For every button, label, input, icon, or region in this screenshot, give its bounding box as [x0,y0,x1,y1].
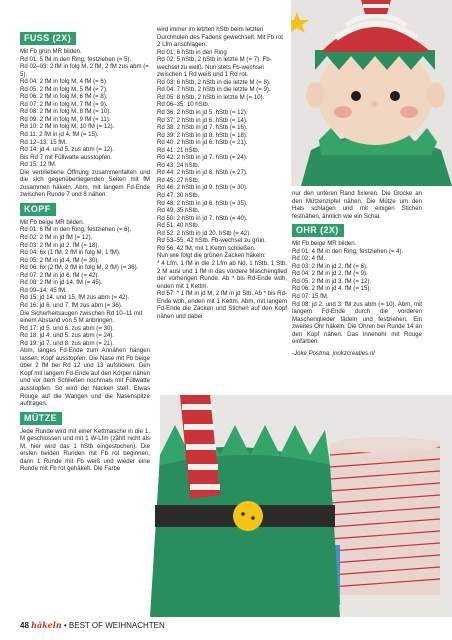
kopf-line: Rd 02: 2 fM in jd fM (= 12). [20,234,93,242]
col2-line: Rd 41: 21 hStb. [157,146,200,154]
fuss-line: Rd 01: 5 fM in den Ring, festziehen (= 5). [20,55,132,63]
col2-line: Rd 38: 2 hStb in jd 7. hStb (= 16). [157,124,248,132]
kopf-line: Rd 04: 6x (1 fM, 2 fM in folg M, 1 fM). [20,249,121,257]
col2-line: Rd 57: * 1 fM in jd M, 2 fM in jd Stb. Ab * bis Rd-Ende wdh, enden mit 1 Kettm. Abm, mit langem Fd-Ende die Zacken und Stichen auf den Kopf nähen und dabei [157,290,287,320]
issue-title: • BEST OF WEIHNACHTEN [63,621,165,630]
col2-line: Rd 37: 2 hStb in jd 6. hStb (= 14). [157,116,248,124]
col2-line: Rd 53–55: 42 hStb. Fb-wechsel zu grün. [157,237,267,245]
ohr-line: Rd 08: jd 2. und 3. fM zus abm (= 10). Abm, mit langem Fd-Ende durch die vorderen Maschenglieder fädeln und festziehen. Ein zweites Ohr häkeln. Die Ohren bei Runde 14 an den Kopf nähen. Das Innenohr mit Rouge einfärben. [292,300,422,346]
fuss-line: Rd 14: jd 4. und 5. zus abm (= 12). [20,146,114,154]
col2-line: Rd 52: 2 hStb in jd 20. hStb (= 42). [157,229,252,237]
ohr-line: Rd 07: 15 fM. [292,293,329,301]
fuss-line: Rd 09: 2 fM in folg M, 9 fM (= 11). [20,115,111,123]
kopf-line: Rd 17: jd 5. und 6. zus abm (= 30). [20,324,114,332]
muetze-instructions [20,428,150,473]
kopf-line: Rd 03: 2 fM in jd 2. fM (= 18). [20,241,100,249]
fuss-line: Die verbliebene Öffnung zusammenfalten und die sich gegenüberliegenden Seiten mit fM zusammen häkeln. Abm, mit langem Fd-Ende zwischen Runde 7 und 8 nähen. [20,168,150,199]
col2-line: Rd 51: 40 hStb. [157,222,200,230]
column-left [20,32,150,473]
col2-line: Rd 49: 35 hStb. [157,207,200,215]
fuss-line: Rd 05: 2 fM in folg M, 5 fM (= 7). [20,85,108,93]
col2-line: Rd 06–35: 10 hStb. [157,101,210,109]
kopf-line: Rd 19: jd 7. und 8. zus abm (= 21). [20,339,114,347]
kopf-line: Rd 07: 2 fM in jd 6. fM (= 42). [20,271,100,279]
muetze-line: Jede Runde wird mit einer Kettmasche in die 1. M geschlossen und mit 1 W-Lfm (zählt nicht als M, hier wird das 1 hStb eingestochen). Die ersten beiden Runden mit Fb rot beginnen, dann 1 Runde mit Fb weiß und wieder eine Runde mit Fb rot gehäkelt. Die Farbe [20,427,150,473]
kopf-line: Mit Fb beige MR bilden. [20,218,85,226]
kopf-line: Abm, langes Fd-Ende zum Annähen hängen lassen. Kopf ausstopfen. Die Nase mit Fb beige über 2 fM bei Rd 12 und 13 aufsticken. Den Kopf mit langem Fd-Ende auf den Körper nähen und vor dem Schließen nochmals mit Füllwatte ausstopfen. So wird der Nacken steif. Etwas Rouge auf die Wangen und die Nasenspitze auftragen. [20,347,150,408]
col2-line: * 4 Lfm, 1 fM in die 2 Lfm ab Nd, 1 hStb, 1 Stb, 2 M ausl und 1 fM in das vordere Maschenglied der vorherigen Runde. Ab * bis Rd-Ende wdh, enden mit 1 Kettm. [157,259,287,290]
ohr-line: Rd 04: 2 fM in jd 2. fM (= 9). [292,270,368,278]
col3-line: nur den unteren Rand fixieren. Die Glocke an den Mützenzipfel nähen. Die Mütze um den Hals schlagen und mit einigen Stichen festnähen, ähnlich wie ein Schal. [292,190,422,220]
col2-line: Rd 04: 7 hStb, 2 hStb in die letzte M (= 9). [157,86,271,94]
col2-line: Rd 48: 2 hStb in jd 6. hStb (= 35). [157,199,248,207]
magazine-name: häkeln [31,620,62,630]
col2-line: Rd 42: 2 hStb in jd 7. hStb (= 24). [157,154,248,162]
kopf-line: Die Sicherheitsaugen zwischen Rd 10–11 mit einem Abstand von 5 M anbringen. [20,309,143,325]
col2-line: Rd 45: 27 hStb. [157,176,200,184]
kopf-line: Rd 05: 2 fM in jd 4. fM (= 30). [20,256,100,264]
ohr-line: Rd 01: 4 fM in den Ring, festziehen (= 4). [292,247,404,255]
page-number: 48 [20,621,29,630]
fuss-line: Rd 10: 2 fM in folg M, 10 fM (= 12). [20,123,115,131]
column-right [292,190,422,357]
col2-line: Rd 01: 6 hStb in den Ring [157,48,227,56]
kopf-line: Rd 06: 6x (2 fM, 2 fM in folg M, 2 fM) (= 36). [20,264,139,272]
fuss-line: Rd 04: 2 fM in folg M, 4 fM (= 6). [20,78,108,86]
col2-line: Rd 02: 5 hStb, 2 hStb in letzte M (= 7). Fb-wechsel zu weiß. Nun stets Fb-wechsel zwischen 1 Rd weiß und 1 Rd rot. [157,56,272,79]
kopf-instructions [20,219,150,408]
fuss-line: Bis Rd 7 mit Füllwatte ausstopfen. [20,153,113,161]
col2-line: Rd 39: 2 hStb in jd 8. hStb (= 18). [157,131,248,139]
col2-line: Rd 05: 8 hStb, 2 hStb in letzte M (= 10). [157,93,265,101]
section-heading-fuss: FUSS (2X) [20,32,76,45]
column-middle [157,26,287,320]
kopf-line: Rd 01: 6 fM in den Ring, festziehen (= 6). [20,226,132,234]
col2-line: Rd 46: 2 hStb in jd 9. hStb (= 30). [157,184,248,192]
ohr-line: Rd 05: 2 fM in jd 3. fM (= 12). [292,277,372,285]
fuss-line: Rd 08: 2 fM in folg M, 8 fM (= 10). [20,108,111,116]
fuss-line: Rd 06: 2 fM in folg M, 6 fM (= 8). [20,93,108,101]
fuss-line: Rd 02–03: 2 fM in folg M, 2 fM, 2 fM zus abm (= 5). [20,63,149,78]
col2-line: Rd 50: 2 hStb in jd 7. hStb (= 40). [157,214,248,222]
elf-head-illustration [291,0,452,186]
section-heading-muetze: MÜTZE [20,412,62,425]
col2-line: Rd 43: 24 hStb. [157,161,200,169]
designer-credit: -Joke Postma, jookzcreaties.nl [292,349,375,357]
kopf-line: Rd 18: jd 4. und 5. zus abm (= 24). [20,332,114,340]
col2-line: Rd 47: 30 hStb. [157,192,200,200]
ohr-line: Rd 02: 4 fM. [292,255,326,263]
photo-elf-head [291,0,452,186]
fuss-line: Mit Fb grün MR bilden. [20,48,82,55]
col2-line: Rd 40: 2 hStb in jd 6. hStb (= 21). [157,139,248,147]
col2-line: Nun wie folgt die grünen Zacken häkeln: [157,252,266,260]
section-heading-kopf: KOPF [20,203,56,216]
fuss-line: Rd 11: 2 fM in jd 4. fM (= 15). [20,131,99,139]
kopf-line: Rd 15: jd 14. und 15. fM zus abm (= 42). [20,294,130,302]
kopf-line: Rd 08: 2 fM in jd 14. fM (= 45). [20,279,103,287]
col2-line: Rd 56: 42 fM, mit 1 Kettm schließen. [157,244,256,252]
ohr-line: Rd 03: 2 fM in jd 2. fM (= 6). [292,262,368,270]
col2-line: wird immer im letzten hStb beim letzten Durchholen des Fadens gewechselt. Mit Fb rot 2 Lfm anschlagen. [157,26,283,49]
page-footer [20,620,165,630]
fuss-line: Rd 12–13: 15 fM. [20,138,67,146]
ohr-line: Rd 06: 2 fM in jd 4. fM (= 15). [292,285,372,293]
section-heading-ohr: OHR (2X) [292,224,344,237]
fuss-instructions [20,48,150,199]
ohr-line: Mit Fb beige MR bilden. [292,240,357,248]
kopf-line: Rd 09–14: 45 fM. [20,286,67,294]
col2-line: Rd 36: 2 hStb in jd 5. hStb (= 12). [157,109,248,117]
fuss-line: Rd 15: 12 fM. [20,161,57,169]
col2-line: Rd 44: 2 hStb in jd 8. hStb (= 27). [157,169,248,177]
fuss-line: Rd 07: 2 fM in folg M, 7 fM (= 9). [20,100,108,108]
col2-line: Rd 03: 6 hStb, 2 hStb in die letzte M (= 8). [157,78,271,86]
kopf-line: Rd 16: jd 6. und 7. fM zus abm (= 36). [20,301,123,309]
